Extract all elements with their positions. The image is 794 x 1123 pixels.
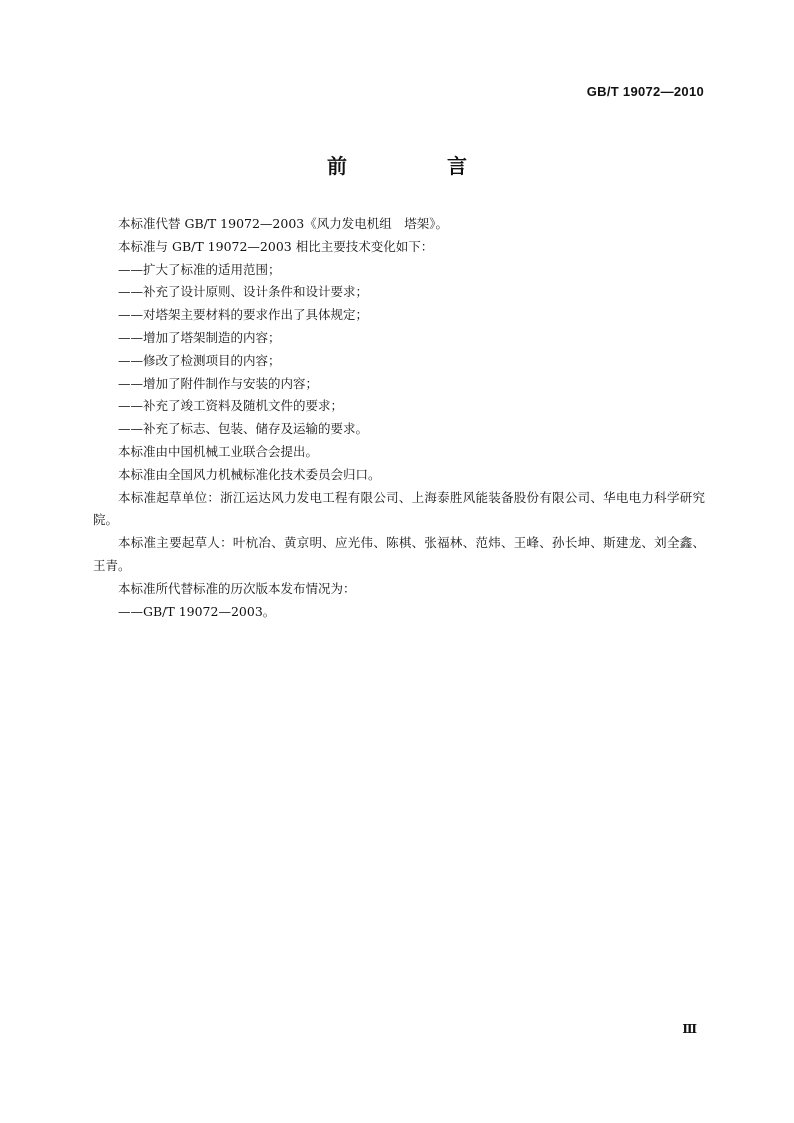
history-item: ——GB/T 19072—2003。 bbox=[118, 603, 276, 619]
page-number: Ⅲ bbox=[682, 1022, 697, 1036]
paragraph-history-intro: 本标准所代替标准的历次版本发布情况为： bbox=[118, 580, 356, 596]
change-item: ——补充了设计原则、设计条件和设计要求； bbox=[118, 284, 369, 300]
change-item: ——扩大了标准的适用范围； bbox=[118, 261, 281, 277]
standard-code: GB/T 19072—2010 bbox=[586, 84, 704, 99]
change-item: ——修改了检测项目的内容； bbox=[118, 352, 281, 368]
change-item: ——增加了附件制作与安装的内容； bbox=[118, 375, 319, 391]
change-item: ——补充了标志、包装、储存及运输的要求。 bbox=[118, 421, 369, 437]
paragraph-drafting-units: 本标准起草单位：浙江运达风力发电工程有限公司、上海泰胜风能装备股份有限公司、华电电力科学研究院。 bbox=[93, 489, 705, 528]
paragraph-administered-by: 本标准由全国风力机械标准化技术委员会归口。 bbox=[118, 466, 381, 482]
change-item: ——增加了塔架制造的内容； bbox=[118, 329, 281, 345]
paragraph-proposed-by: 本标准由中国机械工业联合会提出。 bbox=[118, 443, 319, 459]
paragraph-drafters: 本标准主要起草人：叶杭冶、黄京明、应光伟、陈棋、张福林、范炜、王峰、孙长坤、斯建龙、刘全鑫、王青。 bbox=[93, 535, 705, 573]
paragraph-replaces: 本标准代替 GB/T 19072—2003《风力发电机组 塔架》。 bbox=[118, 216, 448, 231]
paragraph-changes-intro: 本标准与 GB/T 19072—2003 相比主要技术变化如下： bbox=[118, 238, 434, 254]
page-title: 前 言 bbox=[327, 154, 507, 178]
change-item: ——补充了竣工资料及随机文件的要求； bbox=[118, 398, 344, 414]
change-item: ——对塔架主要材料的要求作出了具体规定； bbox=[118, 307, 369, 323]
foreword-body bbox=[93, 213, 705, 623]
